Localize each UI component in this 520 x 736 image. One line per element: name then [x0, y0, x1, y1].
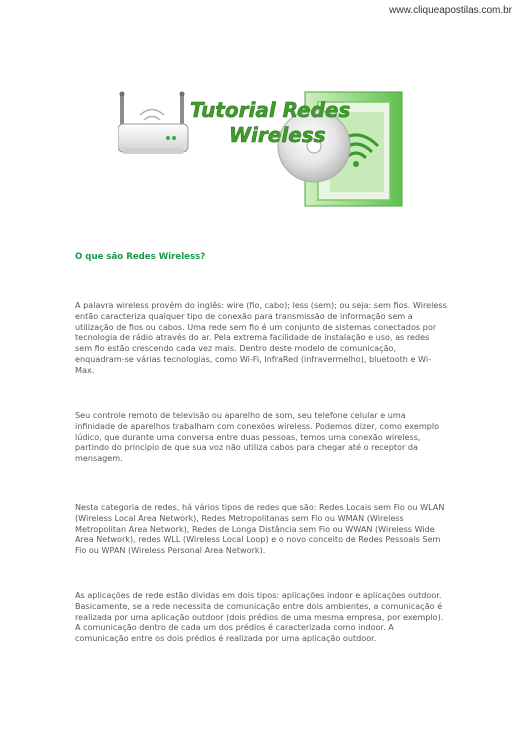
paragraph-definition: A palavra wireless provém do inglês: wire (fio, cabo); less (sem); ou seja: sem fios. Wireless então caracteriza qualquer tipo de conexão para transmissão de informação sem a utilização de fios ou cabos. Uma rede sem fio é um conjunto de sistemas conectados por tecnologia de rádio através do ar. Pela extrema facilidade de instalação e uso, as redes sem fio estão crescendo cada vez mais. Dentro deste modelo de comunicação, enquadram-se várias tecnologias, como Wi-Fi, InfraRed (infravermelho), bluetooth e Wi-Max. — [75, 300, 447, 375]
banner-title-line2: Wireless — [229, 123, 326, 147]
paragraph-applications: As aplicações de rede estão dividas em dois tipos: aplicações indoor e aplicações outdoor. Basicamente, se a rede necessita de comunicação entre dois ambientes, a comunicação é realizada por uma aplicação outdoor (dois prédios de uma mesma empresa, por exemplo). A comunicação dentro de cada um dos prédios é caracterizada como indoor. A comunicação entre os dois prédios é realizada por uma aplicação outdoor. — [75, 590, 444, 644]
banner-title-line1: Tutorial Redes — [190, 98, 351, 122]
section-title: O que são Redes Wireless? — [75, 252, 206, 262]
paragraph-network-types: Nesta categoria de redes, há vários tipos de redes que são: Redes Locais sem Fio ou WLAN (Wireless Local Area Network), Redes Metropolitanas sem Fio ou WMAN (Wireless Metropolitan Area Network), Redes de Longa Distância sem Fio ou WWAN (Wireless Wide Area Network), redes WLL (Wireless Local Loop) e o novo conceito de Redes Pessoais Sem Fio ou WPAN (Wireless Personal Area Network). — [75, 502, 445, 556]
paragraph-examples: Seu controle remoto de televisão ou aparelho de som, seu telefone celular e uma infinidade de aparelhos trabalham com conexões wireless. Podemos dizer, como exemplo lúdico, que durante uma conversa entre duas pessoas, temos uma conexão wireless, partindo do principio de que sua voz não utiliza cabos para chegar até o receptor da mensagem. — [75, 410, 440, 464]
router-icon — [118, 92, 188, 155]
banner-image — [118, 88, 404, 208]
site-url[interactable]: www.cliqueapostilas.com.br — [389, 5, 512, 16]
